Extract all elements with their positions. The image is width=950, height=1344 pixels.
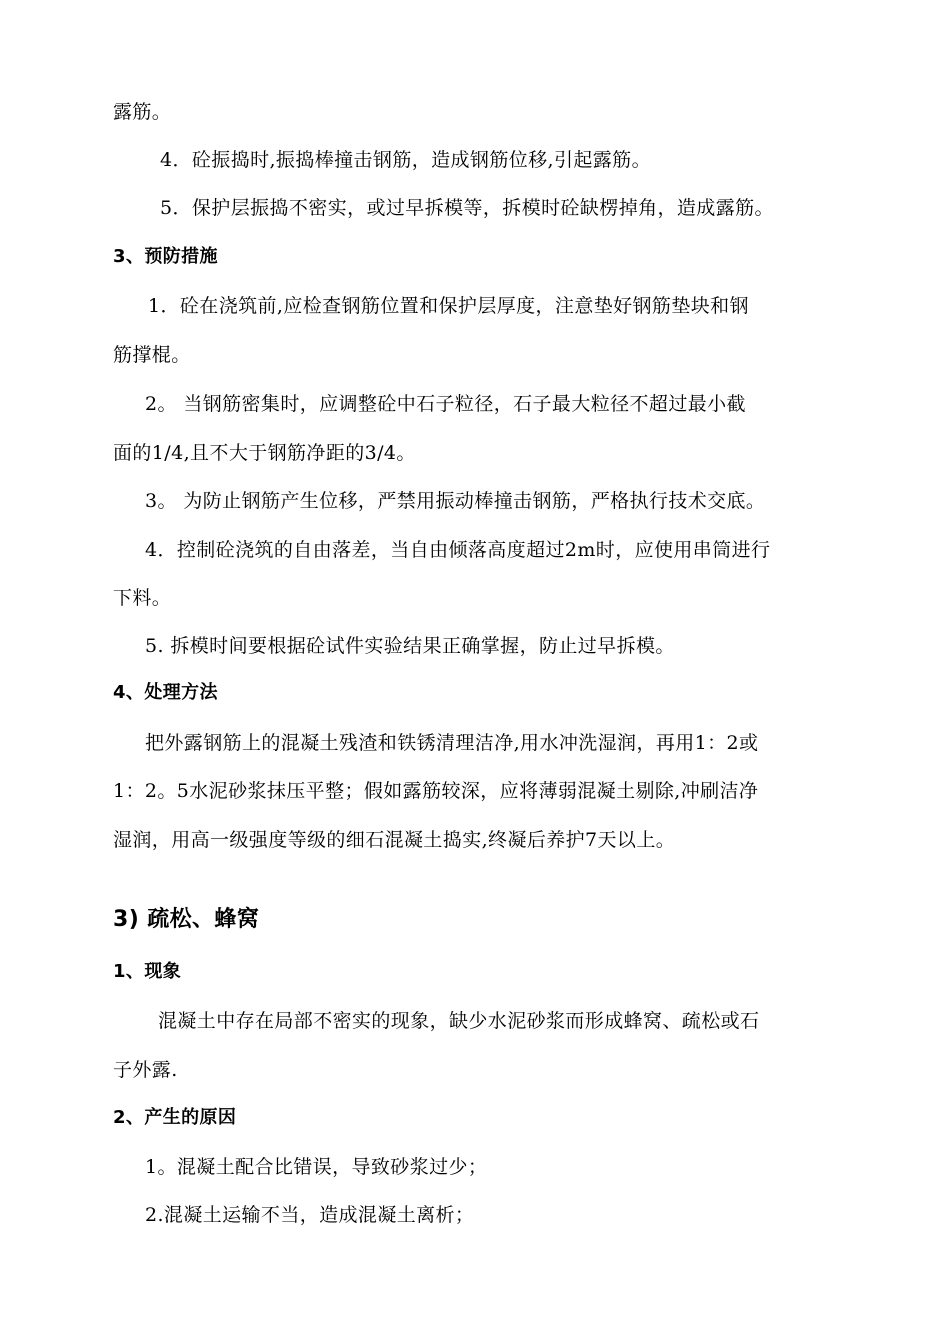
- paragraph-line: 下料。: [113, 587, 172, 609]
- list-item: 5．保护层振捣不密实，或过早拆模等，拆模时砼缺楞掉角，造成露筋。: [160, 197, 774, 219]
- section-heading-causes: 2、产生的原因: [113, 1107, 237, 1128]
- section-heading-phenomenon: 1、现象: [113, 961, 182, 982]
- paragraph-line: 1：2。5水泥砂浆抹压平整；假如露筋较深，应将薄弱混凝土剔除,冲刷洁净: [113, 780, 759, 802]
- list-item: 2.混凝土运输不当，造成混凝土离析；: [145, 1204, 475, 1226]
- list-item: 5. 拆模时间要根据砼试件实验结果正确掌握，防止过早拆模。: [145, 635, 675, 657]
- paragraph-line: 混凝土中存在局部不密实的现象，缺少水泥砂浆而形成蜂窝、疏松或石: [158, 1010, 760, 1032]
- list-item: 2。 当钢筋密集时，应调整砼中石子粒径，石子最大粒径不超过最小截: [145, 393, 746, 415]
- paragraph-line: 湿润，用高一级强度等级的细石混凝土捣实,终凝后养护7天以上。: [113, 829, 676, 851]
- paragraph-line: 子外露.: [113, 1059, 178, 1081]
- section-heading-treatment: 4、处理方法: [113, 682, 218, 703]
- list-item: 1．砼在浇筑前,应检查钢筋位置和保护层厚度，注意垫好钢筋垫块和钢: [148, 295, 749, 317]
- section-heading-prevention: 3、预防措施: [113, 246, 218, 267]
- paragraph-line: 把外露钢筋上的混凝土残渣和铁锈清理洁净,用水冲洗湿润，再用1：2或: [145, 732, 759, 754]
- paragraph-line: 面的1/4,且不大于钢筋净距的3/4。: [113, 442, 416, 464]
- list-item: 3。 为防止钢筋产生位移，严禁用振动棒撞击钢筋，严格执行技术交底。: [145, 490, 766, 512]
- subsection-title: 3) 疏松、蜂窝: [113, 907, 260, 932]
- list-item: 4．砼振捣时,振捣棒撞击钢筋，造成钢筋位移,引起露筋。: [160, 149, 651, 171]
- list-item: 4．控制砼浇筑的自由落差，当自由倾落高度超过2m时，应使用串筒进行: [145, 539, 771, 561]
- paragraph-line: 筋撑棍。: [113, 344, 191, 366]
- list-item: 1。混凝土配合比错误，导致砂浆过少；: [145, 1156, 488, 1178]
- paragraph-line: 露筋。: [113, 101, 172, 123]
